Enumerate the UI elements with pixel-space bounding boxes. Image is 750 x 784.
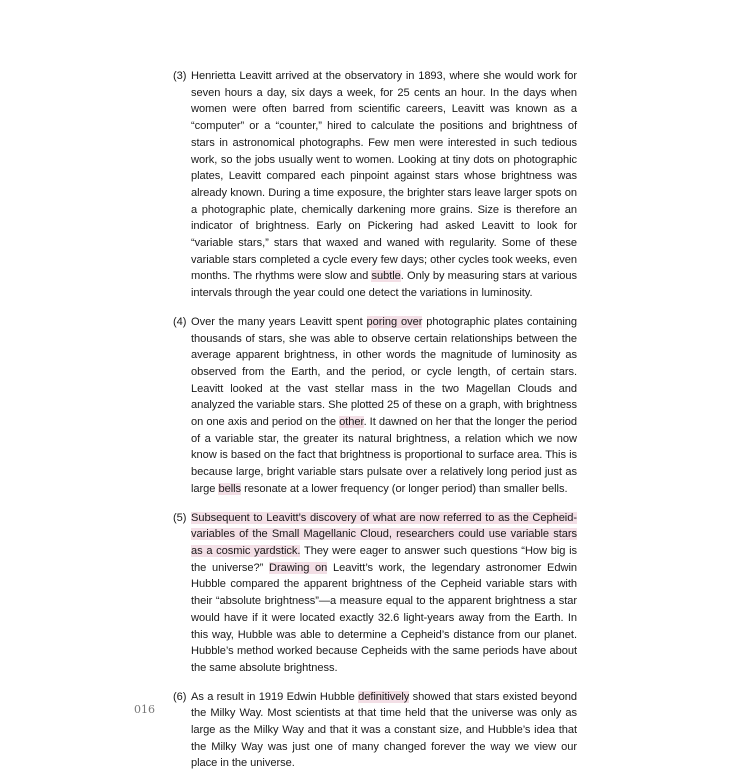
highlighted-phrase: Drawing on xyxy=(269,561,328,574)
paragraph-text xyxy=(191,316,577,495)
paragraph-number: (3) xyxy=(173,70,187,82)
text-segment: . Only by measuring stars at various intervals through the year could one detect the variations in luminosity. xyxy=(191,270,577,300)
paragraph-number: (4) xyxy=(173,315,187,328)
text-segment: photographic plates containing thousands of stars, she was able to observe certain relationships between the average apparent brightness, in other words the magnitude of luminosity as observed from the Earth, and the period, or cycle length, of certain stars. Leavitt looked at the vast stellar mass in the two Magellan Clouds and analyzed the variable stars. She plotted 25 of these on a graph, with brightness on one axis and period on the xyxy=(191,315,578,429)
paragraph-5 xyxy=(173,510,577,677)
paragraph-4 xyxy=(173,314,577,498)
highlighted-phrase: poring over xyxy=(366,315,423,328)
text-segment: resonate at a lower frequency (or longer period) than smaller bells. xyxy=(241,482,568,495)
page-number: 016 xyxy=(134,703,155,716)
highlighted-phrase: bells xyxy=(218,482,242,495)
highlighted-phrase: definitively xyxy=(358,690,410,703)
text-segment: As a result in 1919 Edwin Hubble xyxy=(191,690,359,703)
paragraph-number: (5) xyxy=(173,511,187,524)
paragraph-text xyxy=(191,70,577,299)
highlighted-phrase: other xyxy=(339,416,364,429)
paragraph-text xyxy=(191,512,577,674)
text-segment: They were eager to answer such questions “How big is the universe?” xyxy=(191,544,577,574)
highlighted-phrase: Subsequent to Leavitt’s discovery of what are now referred to as the Cepheid-variables of the Small Magellanic Cloud, researchers could use variable stars as a cosmic yardstick. xyxy=(191,511,577,557)
paragraph-list xyxy=(173,68,577,784)
paragraph-number: (6) xyxy=(173,690,187,703)
text-segment: . It dawned on her that the longer the period of a variable star, the greater its natural brightness, a relation which we now know is based on the fact that brightness is proportional to surface area. This is because large, bright variable stars pulsate over a relatively long period just as large xyxy=(191,416,578,495)
text-segment: Henrietta Leavitt arrived at the observatory in 1893, where she would work for seven hours a day, six days a week, for 25 cents an hour. In the days when women were often barred from scientific careers, Leavitt was known as a “computer” or a “counter,” hired to calculate the positions and brightness of stars in astronomical photographs. Few men were interested in such tedious work, so the jobs usually went to women. Looking at tiny dots on photographic plates, Leavitt compared each pinpoint against stars whose brightness was already known. During a time exposure, the brighter stars leave larger spots on a photographic plate, chemically darkening more grains. Size is therefore an indicator of brightness. Early on Pickering had asked Leavitt to look for “variable stars,” stars that waxed and waned with regularity. Some of these variable stars completed a cycle every few days; other cycles took weeks, even months. The rhythms were slow and xyxy=(191,70,577,283)
paragraph-6 xyxy=(173,689,577,773)
text-segment: showed that stars existed beyond the Milky Way. Most scientists at that time held that the universe was only as large as the Milky Way and that it was a constant size, and Hubble’s idea that the Milky Way was just one of many changed forever the way we view our place in the universe. xyxy=(191,690,578,770)
text-segment: Leavitt’s work, the legendary astronomer Edwin Hubble compared the apparent brightness of the Cepheid variable stars with their “absolute brightness”—a measure equal to the apparent brightness a star would have if it were located exactly 32.6 light-years away from the Earth. In this way, Hubble was able to determine a Cepheid’s distance from our planet. Hubble’s method worked because Cepheids with the same periods have about the same absolute brightness. xyxy=(191,561,577,674)
paragraph-text xyxy=(191,691,577,770)
highlighted-phrase: subtle xyxy=(371,270,401,283)
text-segment: Over the many years Leavitt spent xyxy=(191,315,367,328)
paragraph-3 xyxy=(173,68,577,302)
